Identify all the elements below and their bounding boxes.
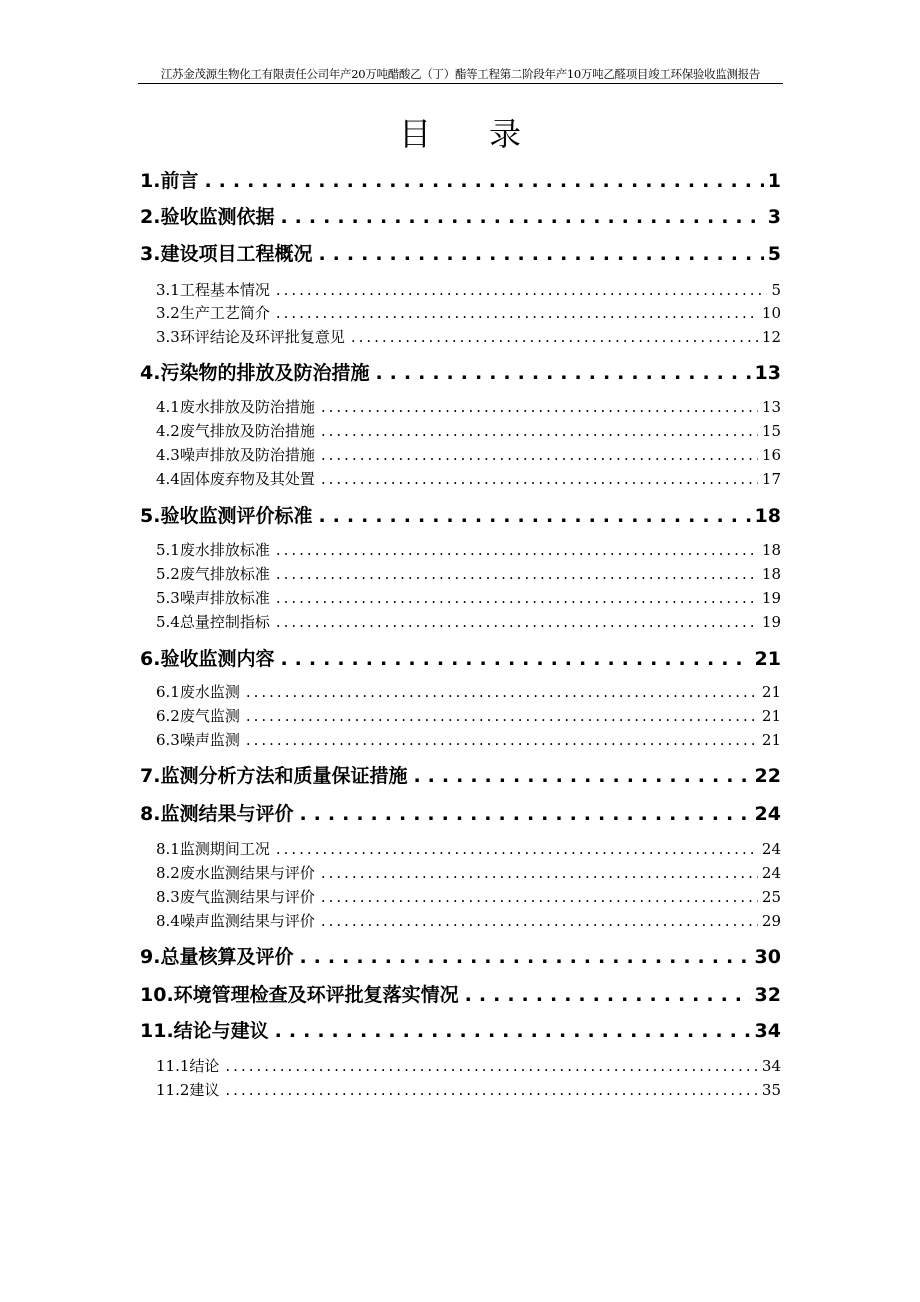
toc-page-number: 10	[761, 304, 781, 322]
toc-page-number: 21	[761, 731, 781, 749]
toc-page-number: 21	[754, 648, 781, 670]
toc-page-number: 13	[761, 398, 781, 416]
toc-page-number: 25	[761, 888, 781, 906]
toc-list	[140, 0, 781, 1302]
toc-entry-label: 1.前言	[140, 170, 199, 192]
toc-chapter-entry[interactable]	[140, 168, 781, 194]
toc-page-number: 5	[767, 243, 781, 265]
toc-entry-label: 5.3噪声排放标准	[156, 589, 270, 607]
toc-page-number: 24	[761, 864, 781, 882]
toc-entry-label: 6.验收监测内容	[140, 648, 275, 670]
toc-dot-leader	[321, 910, 758, 932]
toc-chapter-entry[interactable]	[140, 204, 781, 230]
toc-entry-label: 5.2废气排放标准	[156, 565, 270, 583]
toc-title: 目录	[398, 115, 579, 153]
toc-section-entry[interactable]	[140, 326, 781, 348]
toc-dot-leader	[204, 168, 763, 194]
toc-chapter-entry[interactable]	[140, 360, 781, 386]
toc-chapter-entry[interactable]	[140, 1018, 781, 1044]
toc-entry-label: 9.总量核算及评价	[140, 946, 294, 968]
toc-dot-leader	[321, 886, 758, 908]
toc-section-entry[interactable]	[140, 279, 781, 301]
toc-page-number: 18	[754, 505, 781, 527]
toc-entry-label: 4.4固体废弃物及其处置	[156, 470, 315, 488]
toc-dot-leader	[299, 944, 750, 970]
toc-dot-leader	[280, 646, 750, 672]
toc-chapter-entry[interactable]	[140, 801, 781, 827]
running-header: 江苏金茂源生物化工有限责任公司年产20万吨醋酸乙（丁）酯等工程第二阶段年产10万吨乙醛项目竣工环保验收监测报告	[160, 67, 761, 81]
toc-page-number: 18	[761, 541, 781, 559]
toc-entry-label: 11.1结论	[156, 1057, 220, 1075]
toc-entry-label: 8.4噪声监测结果与评价	[156, 912, 315, 930]
toc-section-entry[interactable]	[140, 611, 781, 633]
toc-dot-leader	[246, 705, 758, 727]
toc-dot-leader	[413, 763, 750, 789]
toc-entry-label: 4.2废气排放及防治措施	[156, 422, 315, 440]
toc-section-entry[interactable]	[140, 1055, 781, 1077]
toc-section-entry[interactable]	[140, 729, 781, 751]
toc-dot-leader	[299, 801, 750, 827]
toc-dot-leader	[321, 420, 758, 442]
toc-page-number: 19	[761, 613, 781, 631]
toc-page-number: 21	[761, 683, 781, 701]
toc-entry-label: 8.3废气监测结果与评价	[156, 888, 315, 906]
toc-section-entry[interactable]	[140, 396, 781, 418]
toc-page-number: 3	[767, 206, 781, 228]
toc-section-entry[interactable]	[140, 420, 781, 442]
toc-entry-label: 7.监测分析方法和质量保证措施	[140, 765, 408, 787]
toc-chapter-entry[interactable]	[140, 944, 781, 970]
toc-page-number: 13	[754, 362, 781, 384]
toc-section-entry[interactable]	[140, 302, 781, 324]
toc-dot-leader	[276, 539, 758, 561]
toc-entry-label: 6.2废气监测	[156, 707, 240, 725]
toc-entry-label: 2.验收监测依据	[140, 206, 275, 228]
toc-page-number: 29	[761, 912, 781, 930]
toc-dot-leader	[318, 241, 763, 267]
toc-page-number: 5	[771, 281, 781, 299]
toc-entry-label: 6.1废水监测	[156, 683, 240, 701]
toc-dot-leader	[465, 982, 751, 1008]
toc-entry-label: 8.1监测期间工况	[156, 840, 270, 858]
toc-dot-leader	[276, 279, 768, 301]
toc-dot-leader	[246, 729, 758, 751]
toc-dot-leader	[276, 563, 758, 585]
toc-entry-label: 11.2建议	[156, 1081, 220, 1099]
toc-page-number: 19	[761, 589, 781, 607]
toc-entry-label: 10.环境管理检查及环评批复落实情况	[140, 984, 459, 1006]
toc-entry-label: 3.3环评结论及环评批复意见	[156, 328, 345, 346]
toc-dot-leader	[276, 611, 758, 633]
toc-section-entry[interactable]	[140, 838, 781, 860]
toc-dot-leader	[246, 681, 758, 703]
toc-dot-leader	[321, 444, 758, 466]
toc-dot-leader	[276, 587, 758, 609]
toc-entry-label: 5.1废水排放标准	[156, 541, 270, 559]
toc-page-number: 30	[754, 946, 781, 968]
toc-section-entry[interactable]	[140, 1079, 781, 1101]
toc-dot-leader	[321, 862, 758, 884]
toc-entry-label: 11.结论与建议	[140, 1020, 269, 1042]
toc-section-entry[interactable]	[140, 444, 781, 466]
toc-chapter-entry[interactable]	[140, 982, 781, 1008]
toc-chapter-entry[interactable]	[140, 503, 781, 529]
toc-chapter-entry[interactable]	[140, 646, 781, 672]
toc-section-entry[interactable]	[140, 468, 781, 490]
toc-entry-label: 3.建设项目工程概况	[140, 243, 313, 265]
toc-dot-leader	[280, 204, 763, 230]
toc-section-entry[interactable]	[140, 539, 781, 561]
toc-dot-leader	[275, 1018, 751, 1044]
toc-section-entry[interactable]	[140, 563, 781, 585]
toc-page-number: 35	[761, 1081, 781, 1099]
toc-section-entry[interactable]	[140, 886, 781, 908]
toc-section-entry[interactable]	[140, 587, 781, 609]
toc-entry-label: 4.污染物的排放及防治措施	[140, 362, 370, 384]
toc-entry-label: 6.3噪声监测	[156, 731, 240, 749]
toc-entry-label: 5.4总量控制指标	[156, 613, 270, 631]
toc-entry-label: 3.1工程基本情况	[156, 281, 270, 299]
toc-section-entry[interactable]	[140, 910, 781, 932]
toc-page-number: 24	[754, 803, 781, 825]
toc-chapter-entry[interactable]	[140, 763, 781, 789]
toc-page-number: 1	[767, 170, 781, 192]
toc-page-number: 17	[761, 470, 781, 488]
toc-page-number: 16	[761, 446, 781, 464]
toc-page-number: 18	[761, 565, 781, 583]
toc-dot-leader	[276, 302, 758, 324]
toc-dot-leader	[321, 396, 758, 418]
toc-page-number: 15	[761, 422, 781, 440]
toc-entry-label: 8.2废水监测结果与评价	[156, 864, 315, 882]
toc-entry-label: 5.验收监测评价标准	[140, 505, 313, 527]
toc-dot-leader	[225, 1079, 758, 1101]
toc-dot-leader	[375, 360, 750, 386]
toc-entry-label: 4.3噪声排放及防治措施	[156, 446, 315, 464]
toc-page-number: 22	[754, 765, 781, 787]
toc-dot-leader	[351, 326, 758, 348]
toc-dot-leader	[318, 503, 750, 529]
toc-dot-leader	[321, 468, 758, 490]
toc-entry-label: 3.2生产工艺简介	[156, 304, 270, 322]
toc-section-entry[interactable]	[140, 681, 781, 703]
toc-page-number: 21	[761, 707, 781, 725]
toc-section-entry[interactable]	[140, 705, 781, 727]
toc-dot-leader	[276, 838, 758, 860]
toc-page-number: 32	[754, 984, 781, 1006]
toc-dot-leader	[225, 1055, 758, 1077]
toc-entry-label: 4.1废水排放及防治措施	[156, 398, 315, 416]
toc-page-number: 24	[761, 840, 781, 858]
toc-entry-label: 8.监测结果与评价	[140, 803, 294, 825]
toc-chapter-entry[interactable]	[140, 241, 781, 267]
toc-page-number: 34	[761, 1057, 781, 1075]
toc-page-number: 34	[754, 1020, 781, 1042]
toc-page-number: 12	[761, 328, 781, 346]
toc-section-entry[interactable]	[140, 862, 781, 884]
